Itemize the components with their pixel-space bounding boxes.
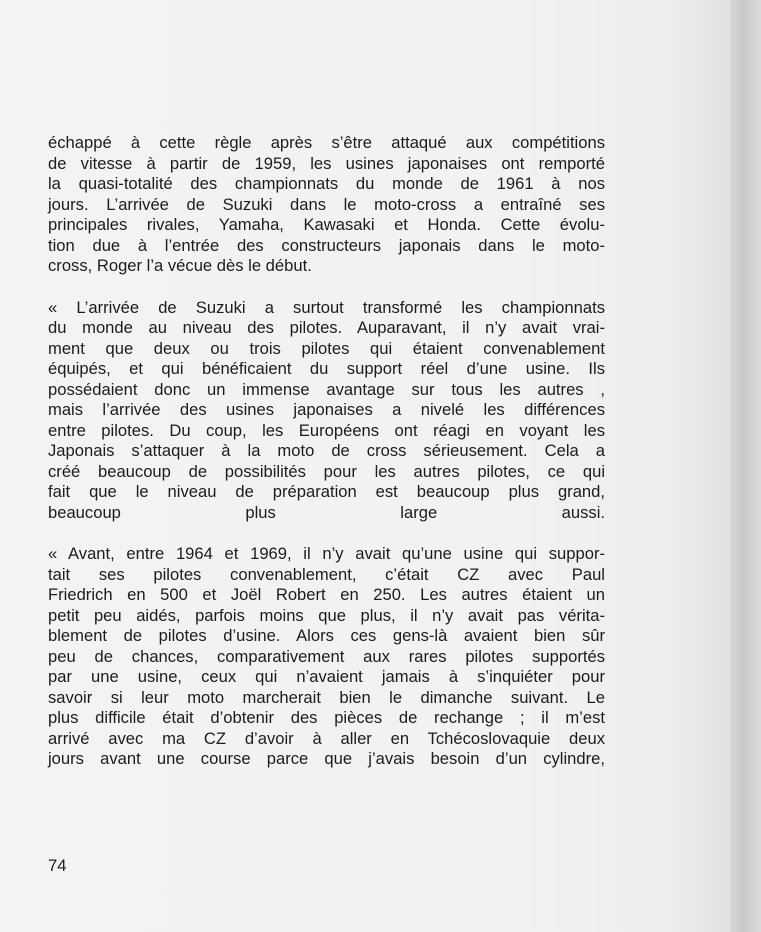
body-text [48,133,605,791]
text-line: échappé à cette règle après s’être attaqué aux compétitions [48,133,605,152]
text-line: ment que deux ou trois pilotes qui étaient convenablement [48,338,605,358]
text-line: savoir si leur moto marcherait bien le dimanche suivant. Le [48,687,605,707]
text-line: tait ses pilotes convenablement, c’était CZ avec Paul [48,564,605,584]
text-line: par une usine, ceux qui n’avaient jamais à s’inquiéter pour [48,667,605,686]
text-line: beaucoup plus large aussi. [48,502,605,522]
text-line: la quasi-totalité des championnats du monde de 1961 à nos [48,174,605,193]
text-line: Friedrich en 500 et Joël Robert en 250. Les autres étaient un [48,585,605,604]
text-line: cross, Roger l’a vécue dès le début. [48,256,312,275]
text-line: créé beaucoup de possibilités pour les autres pilotes, ce qui [48,461,605,481]
page-number: 74 [48,856,67,875]
text-line: du monde au niveau des pilotes. Auparavant, il n’y avait vrai- [48,318,605,337]
text-line: de vitesse à partir de 1959, les usines japonaises ont remporté [48,153,605,173]
paragraph-1 [48,133,605,277]
text-line: mais l’arrivée des usines japonaises a nivelé les différences [48,400,605,419]
text-line: fait que le niveau de préparation est beaucoup plus grand, [48,482,605,501]
text-line: peu de chances, comparativement aux rares pilotes supportés [48,646,605,666]
text-line: jours. L’arrivée de Suzuki dans le moto-cross a entraîné ses [48,194,605,214]
text-line: arrivé avec ma CZ d’avoir à aller en Tchécoslovaquie deux [48,728,605,748]
text-line: principales rivales, Yamaha, Kawasaki et Honda. Cette évolu- [48,215,605,234]
text-line: blement de pilotes d’usine. Alors ces gens-là avaient bien sûr [48,626,605,645]
text-line: tion due à l’entrée des constructeurs japonais dans le moto- [48,235,605,255]
page-edge-shadow [730,0,761,932]
text-line: entre pilotes. Du coup, les Européens ont réagi en voyant les [48,420,605,440]
text-line: possédaient donc un immense avantage sur tous les autres , [48,379,605,399]
text-line: petit peu aidés, parfois moins que plus, il n’y avait pas vérita- [48,605,605,625]
text-line: « Avant, entre 1964 et 1969, il n’y avait qu’une usine qui suppor- [48,544,605,563]
text-line: jours avant une course parce que j’avais besoin d’un cylindre, [48,749,605,768]
text-line: équipés, et qui bénéficaient du support réel d’une usine. Ils [48,359,605,378]
text-line: plus difficile était d’obtenir des pièces de rechange ; il m’est [48,708,605,727]
paragraph-2 [48,298,605,524]
paragraph-3 [48,544,605,770]
text-line: Japonais s’attaquer à la moto de cross sérieusement. Cela a [48,441,605,460]
text-line: « L’arrivée de Suzuki a surtout transformé les championnats [48,297,605,317]
